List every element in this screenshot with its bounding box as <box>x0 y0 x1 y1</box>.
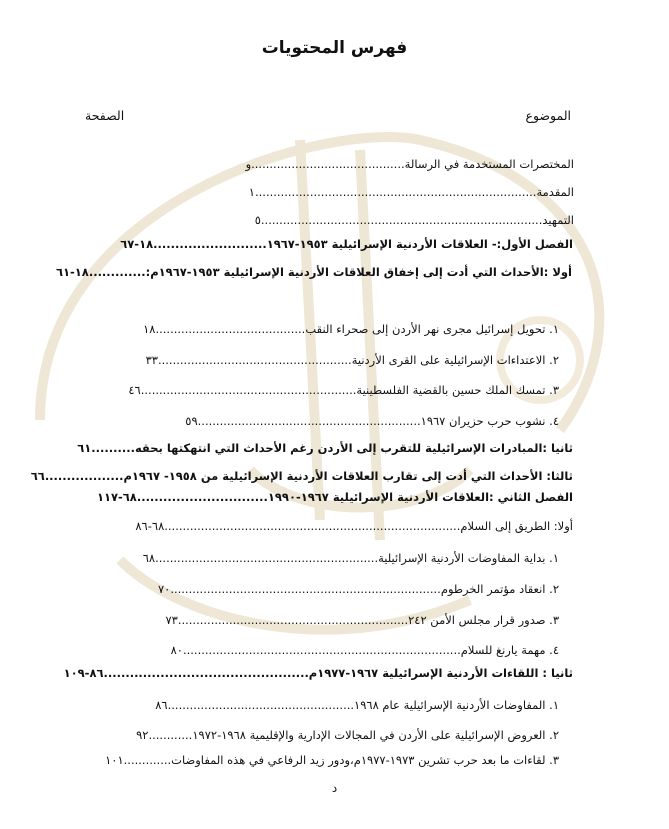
toc-item-2-2: ٢. انعقاد مؤتمر الخرطوم..........................................................................٧٠ <box>157 582 559 596</box>
page-header: الصفحة <box>85 108 125 123</box>
toc-item-2-7: ٣. لقاءات ما بعد حرب تشرين ١٩٧٣-١٩٧٧م،ودور زيد الرفاعي في هذه المفاوضات.............١٠١ <box>105 753 559 767</box>
toc-section-one-second: ثانيا :المبادرات الإسرائيلية للتقرب إلى الأردن رغم الأحداث التي انتهكتها بحقه..........٦١ <box>77 441 573 455</box>
toc-entry-introduction: المقدمة.............................................................................١ <box>248 185 574 199</box>
toc-entry-abbreviations: المختصرات المستخدمة في الرسالة..........................................و <box>245 157 574 171</box>
toc-item-2-1: ١. بداية المفاوضات الأردنية الإسرائيلية.............................................................٦٨ <box>142 551 559 565</box>
toc-item-2-5: ١. المفاوضات الأردنية الإسرائيلية عام ١٩٦٨...................................................٨٦ <box>155 698 559 712</box>
toc-section-two-second: ثانيا : اللقاءات الأردنية الإسرائيلية ١٩٦٧-١٩٧٧م...............................................٨٦-١٠٩ <box>63 666 573 680</box>
toc-chapter-one: الفصل الأول:- العلاقات الأردنية الإسرائيلية ١٩٥٣-١٩٦٧..........................١٨-٦٧ <box>120 237 573 251</box>
toc-item-2-6: ٢. العروض الإسرائيلية على الأردن في المجالات الإدارية والإقليمية ١٩٦٨-١٩٧٢............٩٢ <box>136 728 559 742</box>
toc-item-2: ٢. الاعتداءات الإسرائيلية على القرى الأردنية.....................................................٣٣ <box>145 353 559 367</box>
toc-section-two-first: أولا: الطريق إلى السلام.................................................................................٦٨-٨٦ <box>135 519 573 533</box>
topic-header: الموضوع <box>525 108 571 123</box>
page-number: د <box>331 781 338 795</box>
toc-item-2-3: ٣. صدور قرار مجلس الأمن ٢٤٢...............................................................٧٣ <box>165 613 559 627</box>
toc-item-2-4: ٤. مهمة يارنغ للسلام............................................................................٨٠ <box>170 643 559 657</box>
toc-item-4: ٤. نشوب حرب حزيران ١٩٦٧.............................................................٥٩ <box>185 414 559 428</box>
toc-section-one-first: أولا :الأحداث التي أدت إلى إخفاق العلاقات الأردنية الإسرائيلية ١٩٥٣-١٩٦٧م:.............١٨-٦١ <box>55 265 572 279</box>
toc-item-1: ١. تحويل إسرائيل مجرى نهر الأردن إلى صحراء النقب.........................................١٨ <box>143 322 559 336</box>
page-title: فهرس المحتويات <box>261 38 408 58</box>
toc-entry-preface: التمهيد.............................................................................٥ <box>254 213 574 227</box>
toc-section-one-third: ثالثا: الأحداث التي أدت إلى تقارب العلاقات الأردنية الإسرائيلية من ١٩٥٨- ١٩٦٧م..................٦٦ <box>30 469 573 483</box>
toc-item-3: ٣. تمسك الملك حسين بالقضية الفلسطينية...........................................................٤٦ <box>128 383 559 397</box>
toc-chapter-two: الفصل الثاني :العلاقات الأردنية الإسرائيلية ١٩٦٧-١٩٩٠..............................٦٨-١١٧ <box>96 490 573 504</box>
